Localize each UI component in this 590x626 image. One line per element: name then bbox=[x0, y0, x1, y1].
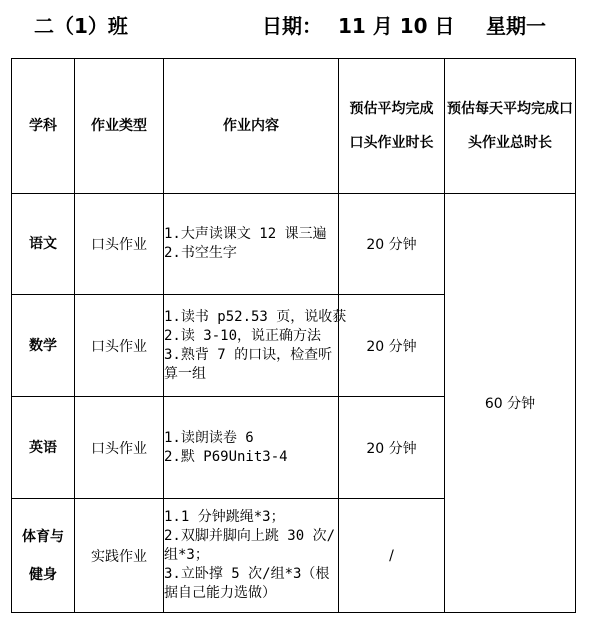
subject-cell: 英语 bbox=[12, 397, 75, 499]
duration-cell: / bbox=[339, 499, 445, 613]
content-line: 1.读朗读卷 6 bbox=[164, 429, 254, 446]
type-cell: 口头作业 bbox=[75, 397, 164, 499]
content-cell bbox=[164, 194, 339, 295]
content-cell bbox=[164, 499, 339, 613]
content-line: 1.1 分钟跳绳*3； bbox=[164, 509, 285, 525]
content-cell bbox=[164, 295, 347, 397]
type-cell: 实践作业 bbox=[75, 499, 164, 613]
col-header-avg-duration: 预估平均完成口头作业时长 bbox=[339, 59, 445, 194]
col-header-daily-total: 预估每天平均完成口头作业总时长 bbox=[445, 59, 576, 194]
duration-cell: 20 分钟 bbox=[339, 397, 445, 499]
page-header bbox=[0, 10, 590, 42]
subject-cell: 数学 bbox=[12, 295, 75, 397]
duration-cell: 20 分钟 bbox=[339, 194, 445, 295]
content-line: 2.书空生字 bbox=[164, 245, 237, 261]
table-header-row bbox=[12, 59, 576, 194]
table-row bbox=[12, 194, 576, 295]
content-line: 2.读 3-10，说正确方法 bbox=[164, 327, 322, 344]
content-line: 2.双脚并脚向上跳 30 次/组*3； bbox=[164, 528, 336, 563]
daily-total-cell: 60 分钟 bbox=[445, 194, 576, 613]
content-line: 3.熟背 7 的口诀，检查听算一组 bbox=[164, 346, 333, 382]
class-name: 二（1）班 bbox=[34, 14, 128, 38]
col-header-type: 作业类型 bbox=[75, 59, 164, 194]
weekday: 星期一 bbox=[486, 14, 546, 38]
type-cell: 口头作业 bbox=[75, 194, 164, 295]
content-line: 2.默 P69Unit3-4 bbox=[164, 448, 288, 465]
col-header-subject: 学科 bbox=[12, 59, 75, 194]
content-cell bbox=[164, 397, 339, 499]
type-cell: 口头作业 bbox=[75, 295, 164, 397]
col-header-content: 作业内容 bbox=[164, 59, 339, 194]
date-value: 11 月 10 日 bbox=[338, 14, 455, 38]
subject-cell: 语文 bbox=[12, 194, 75, 295]
content-line: 1.读书 p52.53 页，说收获 bbox=[164, 308, 347, 325]
date-label: 日期： bbox=[262, 14, 322, 38]
content-line: 1.大声读课文 12 课三遍 bbox=[164, 226, 327, 242]
subject-cell: 体育与健身 bbox=[12, 499, 75, 613]
homework-table bbox=[11, 58, 576, 613]
duration-cell: 20 分钟 bbox=[339, 295, 445, 397]
content-line: 3.立卧撑 5 次/组*3（根据自己能力选做） bbox=[164, 566, 330, 601]
